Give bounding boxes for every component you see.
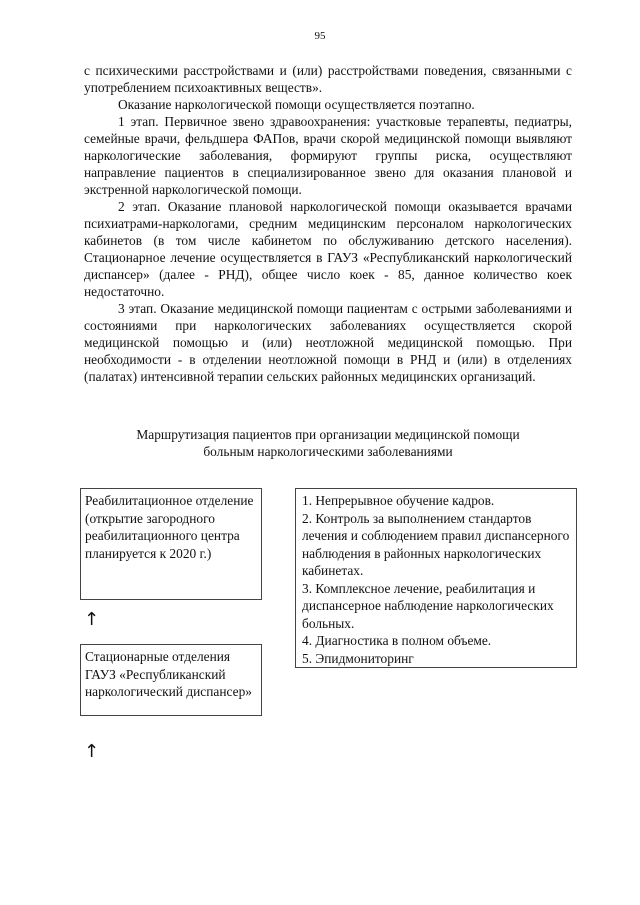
paragraph-stage-1: 1 этап. Первичное звено здравоохранения: участковые терапевты, педиатры, семейные врачи, фельдшера ФАПов, врачи скорой медицинской помощи выявляют наркологические заболевания, формируют группы риска, осуществляют направление пациентов в специализированное звено для оказания плановой и экстренной наркологической помощи.	[84, 114, 572, 197]
up-arrow-icon: ↑	[84, 741, 100, 762]
paragraph-intro: Оказание наркологической помощи осуществляется поэтапно.	[118, 97, 475, 112]
function-item: 4. Диагностика в полном объеме.	[302, 633, 492, 648]
up-arrow-icon: ↑	[84, 609, 100, 630]
section-title	[84, 426, 572, 460]
function-item: 3. Комплексное лечение, реабилитация и диспансерное наблюдение наркологических больных.	[302, 580, 554, 631]
function-item: 2. Контроль за выполнением стандартов лечения и соблюдением правил диспансерного наблюдения в районных наркологических кабинетах.	[302, 510, 570, 578]
inpatient-departments-box: Стационарные отделения ГАУЗ «Республиканский наркологический диспансер»	[80, 644, 262, 716]
paragraph-stage-3: 3 этап. Оказание медицинской помощи пациентам с острыми заболеваниями и состояниями при наркологических заболеваниях осуществляется скорой медицинской помощью и (или) неотложной медицинской помощью. При необходимости - в отделении неотложной помощи в РНД и (или) в отделениях (палатах) интенсивной терапии сельских районных медицинских организаций.	[84, 301, 572, 384]
body-text	[84, 62, 572, 385]
section-title-line-1: Маршрутизация пациентов при организации медицинской помощи	[136, 427, 520, 442]
section-title-line-2: больным наркологическими заболеваниями	[203, 444, 453, 459]
paragraph-continuation: с психическими расстройствами и (или) расстройствами поведения, связанными с употреблением психоактивных веществ».	[84, 63, 572, 95]
rehab-department-box: Реабилитационное отделение (открытие загородного реабилитационного центра планируется к 2020 г.)	[80, 488, 262, 600]
page-number: 95	[314, 30, 326, 42]
function-item: 5. Эпидмониторинг	[302, 650, 414, 666]
functions-list-box	[295, 488, 577, 668]
paragraph-stage-2: 2 этап. Оказание плановой наркологической помощи оказывается врачами психиатрами-наркологами, средним медицинским персоналом наркологических кабинетов (в том числе кабинетом по обслуживанию детского населения). Стационарное лечение осуществляется в ГАУЗ «Республиканский наркологический диспансер» (далее - РНД), общее число коек - 85, данное количество коек недостаточно.	[84, 199, 572, 299]
function-item: 1. Непрерывное обучение кадров.	[302, 493, 495, 508]
